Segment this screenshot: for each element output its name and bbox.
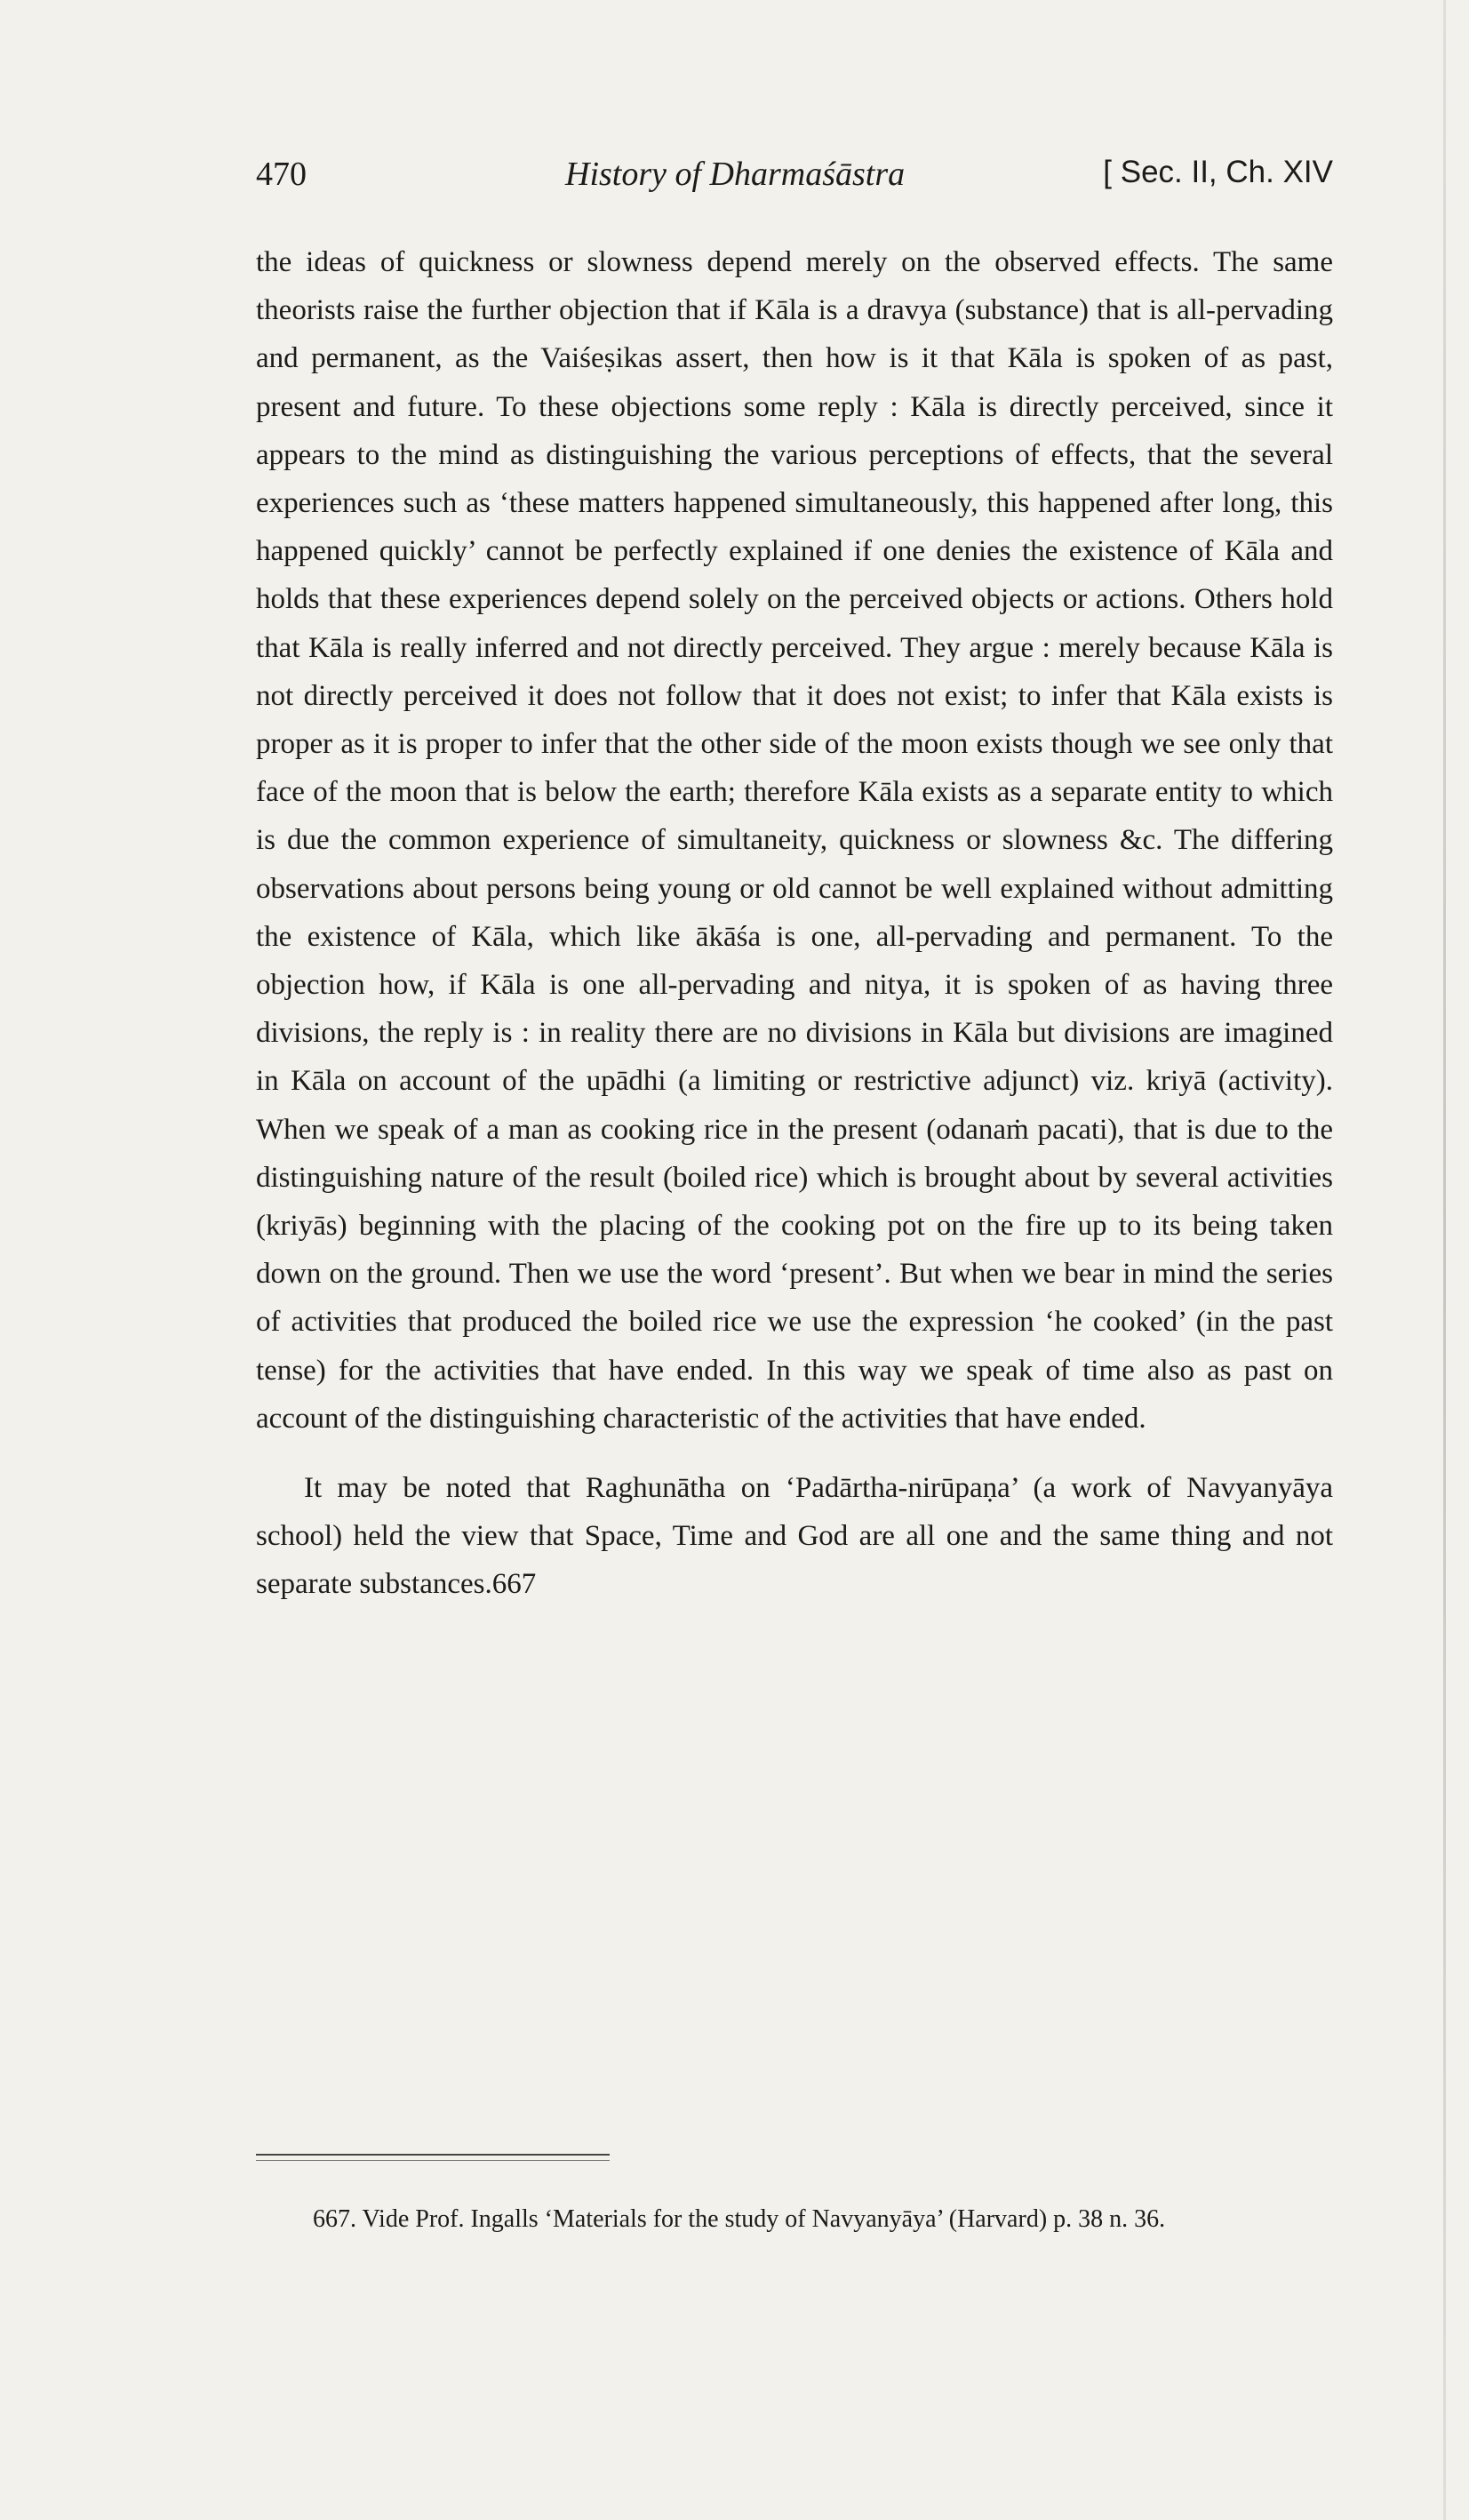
page-edge-line <box>1443 0 1446 2520</box>
section-reference: [ Sec. II, Ch. XIV <box>1103 155 1333 189</box>
paragraph-kala-perception: the ideas of quickness or slowness depend merely on the observed effects. The same theorists raise the further objection that if Kāla is a dravya (substance) that is all-pervading and permanent, as the Vaiśeṣikas assert, then how is it that Kāla is spoken of as past, present and future. To these objections some reply : Kāla is directly perceived, since it appears to the mind as distinguishing the various perceptions of effects, that the several experiences such as ‘these matters happened simultaneously, this happened after long, this happened quickly’ cannot be perfectly explained if one denies the existence of Kāla and holds that these experiences depend solely on the perceived objects or actions. Others hold that Kāla is really inferred and not directly perceived. They argue : merely because Kāla is not directly perceived it does not follow that it does not exist; to infer that Kāla exists is proper as it is proper to infer that the other side of the moon exists though we see only that face of the moon that is below the earth; therefore Kāla exists as a separate entity to which is due the common experience of simultaneity, quickness or slowness &c. The differing observations about persons being young or old cannot be well explained without admitting the existence of Kāla, which like ākāśa is one, all-pervading and permanent. To the objection how, if Kāla is one all-pervading and nitya, it is spoken of as having three divisions, the reply is : in reality there are no divisions in Kāla but divisions are imagined in Kāla on account of the upādhi (a limiting or restrictive adjunct) viz. kriyā (activity). When we speak of a man as cooking rice in the present (odanaṁ pacati), that is due to the distinguishing nature of the result (boiled rice) which is brought about by several activities (kriyās) beginning with the placing of the cooking pot on the fire up to its being taken down on the ground. Then we use the word ‘present’. But when we bear in mind the series of activities that produced the boiled rice we use the expression ‘he cooked’ (in the past tense) for the activities that have ended. In this way we speak of time also as past on account of the distinguishing characteristic of the activities that have ended. <box>256 246 1333 1435</box>
page-header <box>256 149 1333 203</box>
running-title: History of Dharmaśāstra <box>565 156 906 193</box>
footnote-divider <box>256 2154 610 2156</box>
body-text <box>256 238 1333 1609</box>
page-number: 470 <box>256 156 307 193</box>
paragraph-raghunatha: It may be noted that Raghunātha on ‘Padārtha-nirūpaṇa’ (a work of Navyanyāya school) held the view that Space, Time and God are all one and the same thing and not separate substances.667 <box>256 1472 1333 1601</box>
footnote-divider-secondary <box>256 2160 610 2161</box>
footnote-667: 667. Vide Prof. Ingalls ‘Materials for the study of Navyanyāya’ (Harvard) p. 38 n. 36. <box>313 2205 1166 2233</box>
